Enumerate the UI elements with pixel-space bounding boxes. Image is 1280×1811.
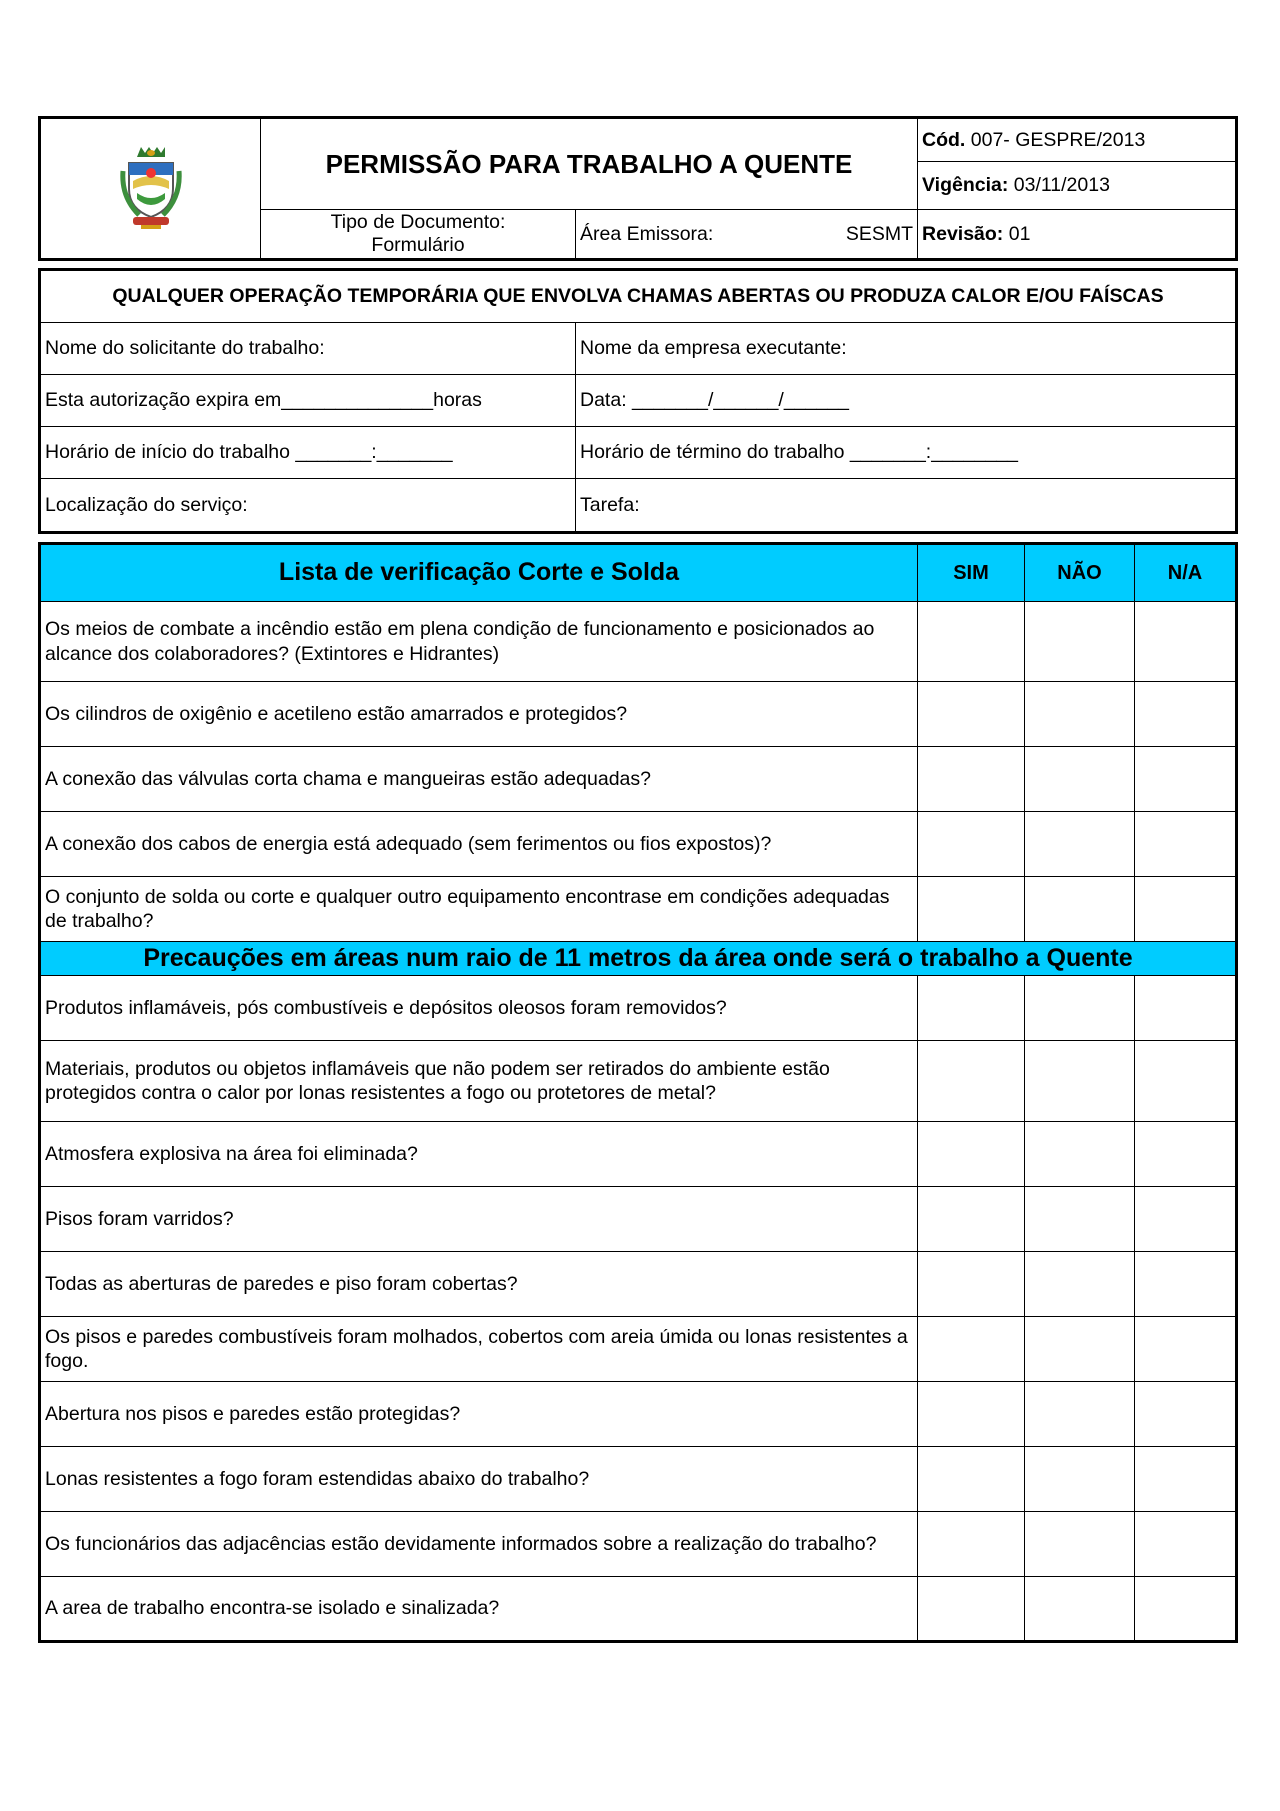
revision-label: Revisão:	[922, 222, 1004, 245]
answer-cell-sim[interactable]	[918, 1252, 1025, 1317]
answer-cell-nao[interactable]	[1025, 976, 1135, 1041]
column-nao: NÃO	[1025, 544, 1135, 602]
answer-cell-sim[interactable]	[918, 1187, 1025, 1252]
answer-cell-nao[interactable]	[1025, 812, 1135, 877]
document-type-label: Tipo de Documento:	[330, 211, 506, 233]
checklist-row	[40, 976, 1237, 1041]
answer-cell-sim[interactable]	[918, 877, 1025, 942]
document-header	[38, 116, 1238, 261]
company-name-field[interactable]: Nome da empresa executante:	[576, 323, 1237, 375]
start-time-field[interactable]: Horário de início do trabalho _______:_______	[40, 427, 576, 479]
answer-cell-sim[interactable]	[918, 682, 1025, 747]
answer-cell-sim[interactable]	[918, 1512, 1025, 1577]
answer-cell-na[interactable]	[1135, 1382, 1237, 1447]
column-sim: SIM	[918, 544, 1025, 602]
answer-cell-sim[interactable]	[918, 747, 1025, 812]
checklist-row	[40, 1041, 1237, 1122]
checklist-row	[40, 1512, 1237, 1577]
answer-cell-na[interactable]	[1135, 682, 1237, 747]
checklist-question: A conexão dos cabos de energia está adequado (sem ferimentos ou fios expostos)?	[40, 812, 918, 877]
checklist-row	[40, 1382, 1237, 1447]
logo-cell	[40, 118, 261, 260]
answer-cell-nao[interactable]	[1025, 1382, 1135, 1447]
answer-cell-na[interactable]	[1135, 1187, 1237, 1252]
checklist-question: Abertura nos pisos e paredes estão protegidas?	[40, 1382, 918, 1447]
column-na: N/A	[1135, 544, 1237, 602]
answer-cell-nao[interactable]	[1025, 1577, 1135, 1642]
date-field[interactable]: Data: _______/______/______	[576, 375, 1237, 427]
answer-cell-nao[interactable]	[1025, 1122, 1135, 1187]
checklist-question: Produtos inflamáveis, pós combustíveis e depósitos oleosos foram removidos?	[40, 976, 918, 1041]
document-type-value: Formulário	[371, 234, 465, 256]
answer-cell-nao[interactable]	[1025, 877, 1135, 942]
validity-value: 03/11/2013	[1013, 174, 1110, 196]
answer-cell-na[interactable]	[1135, 1041, 1237, 1122]
answer-cell-sim[interactable]	[918, 976, 1025, 1041]
checklist-row	[40, 1187, 1237, 1252]
answer-cell-na[interactable]	[1135, 1252, 1237, 1317]
answer-cell-nao[interactable]	[1025, 1447, 1135, 1512]
checklist-row	[40, 812, 1237, 877]
answer-cell-na[interactable]	[1135, 747, 1237, 812]
answer-cell-sim[interactable]	[918, 1447, 1025, 1512]
checklist-question: A area de trabalho encontra-se isolado e sinalizada?	[40, 1577, 918, 1642]
answer-cell-sim[interactable]	[918, 602, 1025, 682]
checklist-row	[40, 877, 1237, 942]
checklist-row	[40, 602, 1237, 682]
checklist-table	[38, 542, 1238, 1643]
warning-banner: QUALQUER OPERAÇÃO TEMPORÁRIA QUE ENVOLVA CHAMAS ABERTAS OU PRODUZA CALOR E/OU FAÍSCAS	[40, 270, 1237, 323]
revision-value: 01	[1008, 222, 1031, 245]
section-title: Precauções em áreas num raio de 11 metros da área onde será o trabalho a Quente	[40, 942, 1237, 976]
issuing-area-field	[576, 210, 918, 260]
answer-cell-na[interactable]	[1135, 812, 1237, 877]
answer-cell-na[interactable]	[1135, 877, 1237, 942]
document-type-field	[261, 210, 576, 260]
answer-cell-nao[interactable]	[1025, 682, 1135, 747]
code-field	[918, 118, 1237, 162]
expiry-field[interactable]: Esta autorização expira em______________horas	[40, 375, 576, 427]
checklist-row	[40, 1317, 1237, 1382]
checklist-question: O conjunto de solda ou corte e qualquer outro equipamento encontrase em condições adequadas de trabalho?	[40, 877, 918, 942]
checklist-row	[40, 747, 1237, 812]
checklist-question: Lonas resistentes a fogo foram estendidas abaixo do trabalho?	[40, 1447, 918, 1512]
issuing-area-label: Área Emissora:	[580, 222, 714, 245]
checklist-question: Os meios de combate a incêndio estão em plena condição de funcionamento e posicionados ao alcance dos colaboradores? (Extintores e Hidrantes)	[40, 602, 918, 682]
checklist-question: Materiais, produtos ou objetos inflamáveis que não podem ser retirados do ambiente estão protegidos contra o calor por lonas resistentes a fogo ou protetores de metal?	[40, 1041, 918, 1122]
answer-cell-na[interactable]	[1135, 1122, 1237, 1187]
validity-field	[918, 162, 1237, 210]
answer-cell-nao[interactable]	[1025, 1041, 1135, 1122]
answer-cell-sim[interactable]	[918, 1577, 1025, 1642]
checklist-question: Os funcionários das adjacências estão devidamente informados sobre a realização do trabalho?	[40, 1512, 918, 1577]
task-field[interactable]: Tarefa:	[576, 479, 1237, 533]
answer-cell-sim[interactable]	[918, 1382, 1025, 1447]
checklist-question: A conexão das válvulas corta chama e mangueiras estão adequadas?	[40, 747, 918, 812]
answer-cell-sim[interactable]	[918, 1041, 1025, 1122]
answer-cell-na[interactable]	[1135, 602, 1237, 682]
document-title: PERMISSÃO PARA TRABALHO A QUENTE	[261, 118, 918, 210]
answer-cell-nao[interactable]	[1025, 1512, 1135, 1577]
answer-cell-nao[interactable]	[1025, 1317, 1135, 1382]
checklist-row	[40, 1447, 1237, 1512]
answer-cell-na[interactable]	[1135, 976, 1237, 1041]
code-value: 007- GESPRE/2013	[970, 128, 1146, 151]
checklist-question: Pisos foram varridos?	[40, 1187, 918, 1252]
checklist-question: Atmosfera explosiva na área foi eliminada?	[40, 1122, 918, 1187]
checklist-question: Os pisos e paredes combustíveis foram molhados, cobertos com areia úmida ou lonas resistentes a fogo.	[40, 1317, 918, 1382]
checklist-title: Lista de verificação Corte e Solda	[40, 544, 918, 602]
permit-info-table	[38, 268, 1238, 534]
service-location-field[interactable]: Localização do serviço:	[40, 479, 576, 533]
requester-name-field[interactable]: Nome do solicitante do trabalho:	[40, 323, 576, 375]
answer-cell-na[interactable]	[1135, 1577, 1237, 1642]
answer-cell-nao[interactable]	[1025, 747, 1135, 812]
checklist-row	[40, 682, 1237, 747]
end-time-field[interactable]: Horário de término do trabalho _______:________	[576, 427, 1237, 479]
revision-field	[918, 210, 1237, 260]
code-label: Cód.	[922, 128, 966, 151]
validity-label: Vigência:	[922, 174, 1009, 196]
answer-cell-na[interactable]	[1135, 1317, 1237, 1382]
answer-cell-nao[interactable]	[1025, 602, 1135, 682]
answer-cell-nao[interactable]	[1025, 1252, 1135, 1317]
checklist-row	[40, 1122, 1237, 1187]
answer-cell-sim[interactable]	[918, 812, 1025, 877]
checklist-question: Os cilindros de oxigênio e acetileno estão amarrados e protegidos?	[40, 682, 918, 747]
checklist-row	[40, 1577, 1237, 1642]
state-coat-of-arms-icon	[119, 141, 183, 231]
section-header-row	[40, 942, 1237, 976]
answer-cell-sim[interactable]	[918, 1122, 1025, 1187]
answer-cell-na[interactable]	[1135, 1447, 1237, 1512]
checklist-row	[40, 1252, 1237, 1317]
checklist-question: Todas as aberturas de paredes e piso foram cobertas?	[40, 1252, 918, 1317]
answer-cell-na[interactable]	[1135, 1512, 1237, 1577]
issuing-area-value: SESMT	[845, 222, 914, 245]
answer-cell-sim[interactable]	[918, 1317, 1025, 1382]
answer-cell-nao[interactable]	[1025, 1187, 1135, 1252]
